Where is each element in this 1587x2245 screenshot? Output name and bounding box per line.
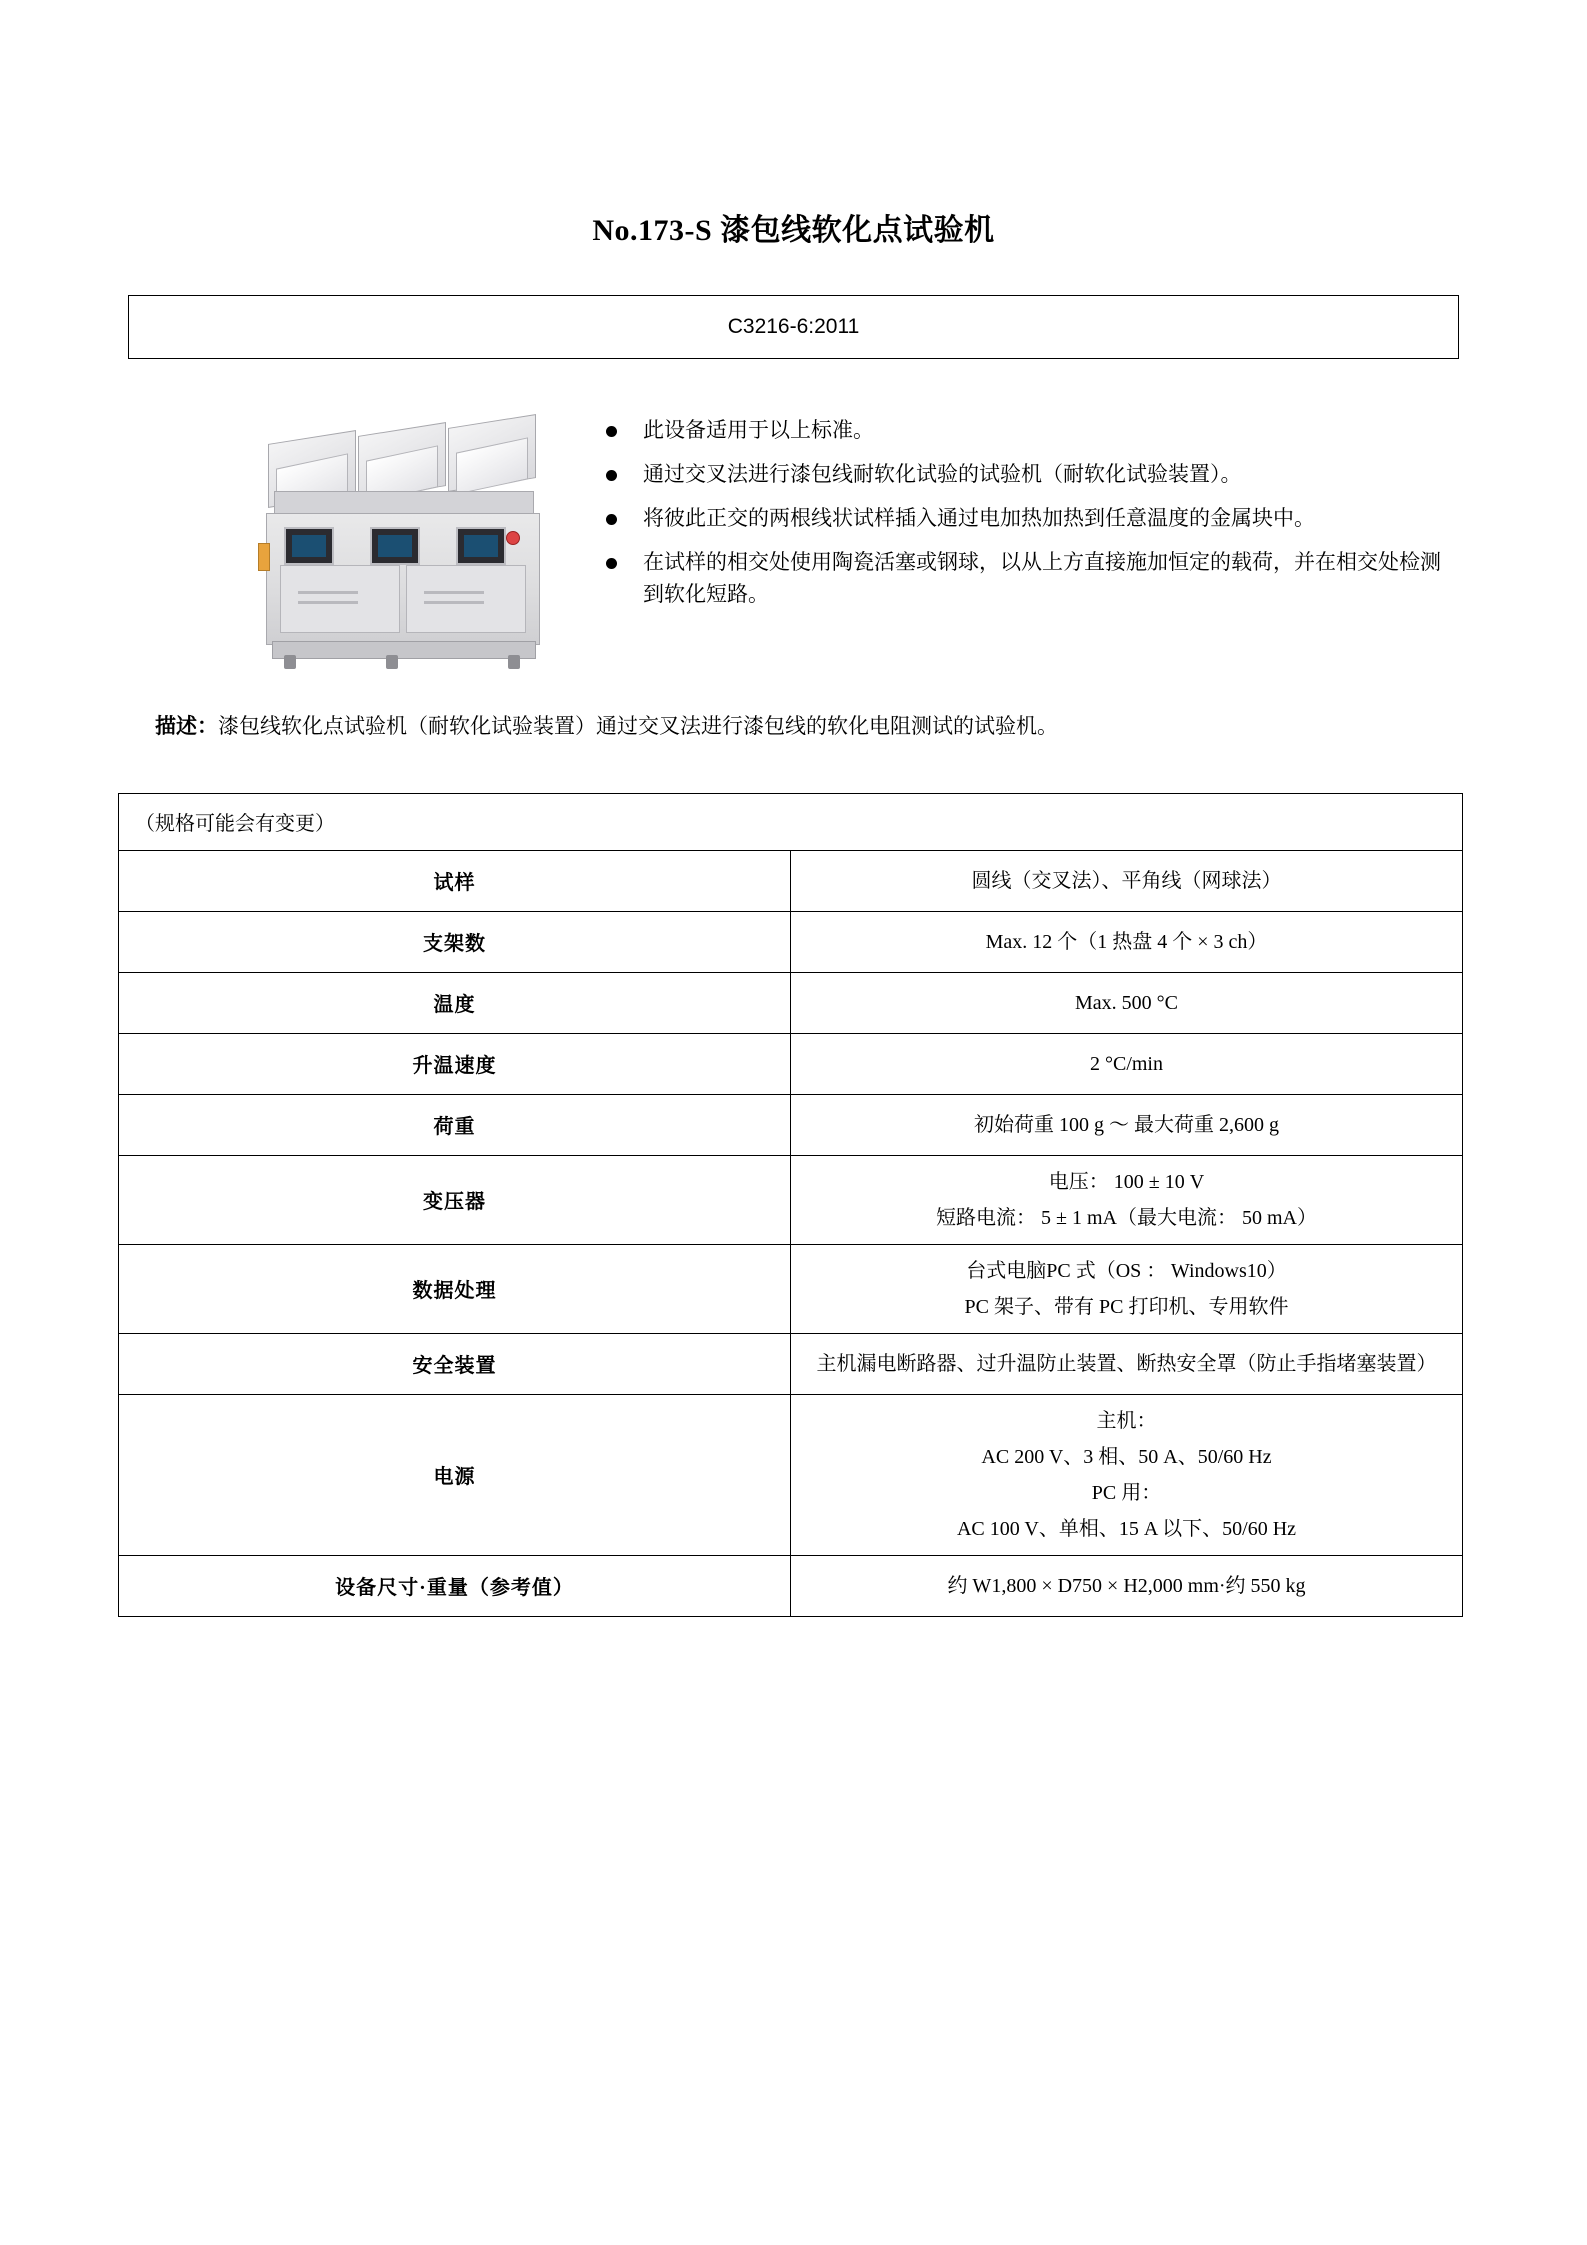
spec-value-line: 短路电流： 5 ± 1 mA（最大电流： 50 mA）	[936, 1206, 1317, 1229]
feature-list	[606, 415, 1459, 623]
spec-label: 设备尺寸·重量（参考值）	[119, 1555, 791, 1616]
spec-value	[791, 1094, 1463, 1155]
spec-value	[791, 1033, 1463, 1094]
bullet-icon	[606, 426, 617, 437]
table-row	[119, 1394, 1463, 1555]
description-paragraph	[155, 711, 1459, 743]
bullet-icon	[606, 470, 617, 481]
spec-value-line: 约 W1,800 × D750 × H2,000 mm·约 550 kg	[947, 1574, 1306, 1597]
spec-value	[791, 1244, 1463, 1333]
spec-label: 荷重	[119, 1094, 791, 1155]
description-text: 漆包线软化点试验机（耐软化试验装置）通过交叉法进行漆包线的软化电阻测试的试验机。	[218, 714, 1058, 738]
spec-label: 安全装置	[119, 1333, 791, 1394]
list-item	[606, 503, 1459, 535]
spec-value-line: 主机：	[1096, 1409, 1157, 1432]
spec-value-line: 初始荷重 100 g ～ 最大荷重 2,600 g	[974, 1113, 1279, 1136]
spec-note: （规格可能会有变更）	[119, 793, 1463, 850]
spec-label: 升温速度	[119, 1033, 791, 1094]
machine-photo	[258, 395, 558, 680]
table-row	[119, 850, 1463, 911]
spec-label: 变压器	[119, 1155, 791, 1244]
bullet-icon	[606, 558, 617, 569]
description-label: 描述：	[155, 714, 218, 738]
page-title: No.173-S 漆包线软化点试验机	[592, 214, 995, 247]
table-row	[119, 793, 1463, 850]
spec-value-line: 2 °C/min	[1089, 1052, 1163, 1075]
spec-value-line: AC 100 V、单相、15 A 以下、50/60 Hz	[956, 1517, 1297, 1540]
spec-value	[791, 1155, 1463, 1244]
spec-value-line: PC 用：	[1091, 1481, 1162, 1504]
list-item	[606, 415, 1459, 447]
spec-value-line: PC 架子、带有 PC 打印机、专用软件	[964, 1295, 1289, 1318]
feature-text: 此设备适用于以上标准。	[643, 418, 874, 442]
spec-value-line: Max. 12 个（1 热盘 4 个 × 3 ch）	[985, 930, 1268, 953]
bullet-icon	[606, 514, 617, 525]
spec-label: 数据处理	[119, 1244, 791, 1333]
feature-text: 在试样的相交处使用陶瓷活塞或钢球，以从上方直接施加恒定的载荷，并在相交处检测到软化短路。	[643, 549, 1441, 606]
feature-section	[128, 395, 1459, 685]
spec-value-line: Max. 500 °C	[1075, 991, 1178, 1014]
spec-label: 支架数	[119, 911, 791, 972]
specification-table	[118, 793, 1463, 1617]
spec-value	[791, 1555, 1463, 1616]
table-row	[119, 1033, 1463, 1094]
table-row	[119, 1094, 1463, 1155]
spec-value-line: AC 200 V、3 相、50 A、50/60 Hz	[981, 1445, 1272, 1468]
table-row	[119, 1555, 1463, 1616]
spec-value-line: 电压： 100 ± 10 V	[1048, 1170, 1205, 1193]
spec-value-line: 圆线（交叉法）、平角线（网球法）	[971, 869, 1282, 892]
spec-value	[791, 850, 1463, 911]
spec-value	[791, 1394, 1463, 1555]
spec-label: 温度	[119, 972, 791, 1033]
table-row	[119, 972, 1463, 1033]
list-item	[606, 459, 1459, 491]
spec-value-line: 台式电脑PC 式（OS ： Windows10）	[966, 1259, 1287, 1282]
list-item	[606, 547, 1459, 611]
table-row	[119, 1155, 1463, 1244]
spec-value	[791, 911, 1463, 972]
table-row	[119, 911, 1463, 972]
standard-box	[128, 295, 1459, 359]
table-row	[119, 1333, 1463, 1394]
spec-value	[791, 1333, 1463, 1394]
feature-text: 通过交叉法进行漆包线耐软化试验的试验机（耐软化试验装置）。	[643, 461, 1242, 486]
spec-value-line: 主机漏电断路器、过升温防止装置、断热安全罩（防止手指堵塞装置）	[816, 1352, 1437, 1375]
spec-label: 试样	[119, 850, 791, 911]
spec-label: 电源	[119, 1394, 791, 1555]
standard-code: C3216-6:2011	[727, 315, 860, 338]
table-row	[119, 1244, 1463, 1333]
feature-text: 将彼此正交的两根线状试样插入通过电加热加热到任意温度的金属块中。	[643, 505, 1315, 530]
spec-value	[791, 972, 1463, 1033]
